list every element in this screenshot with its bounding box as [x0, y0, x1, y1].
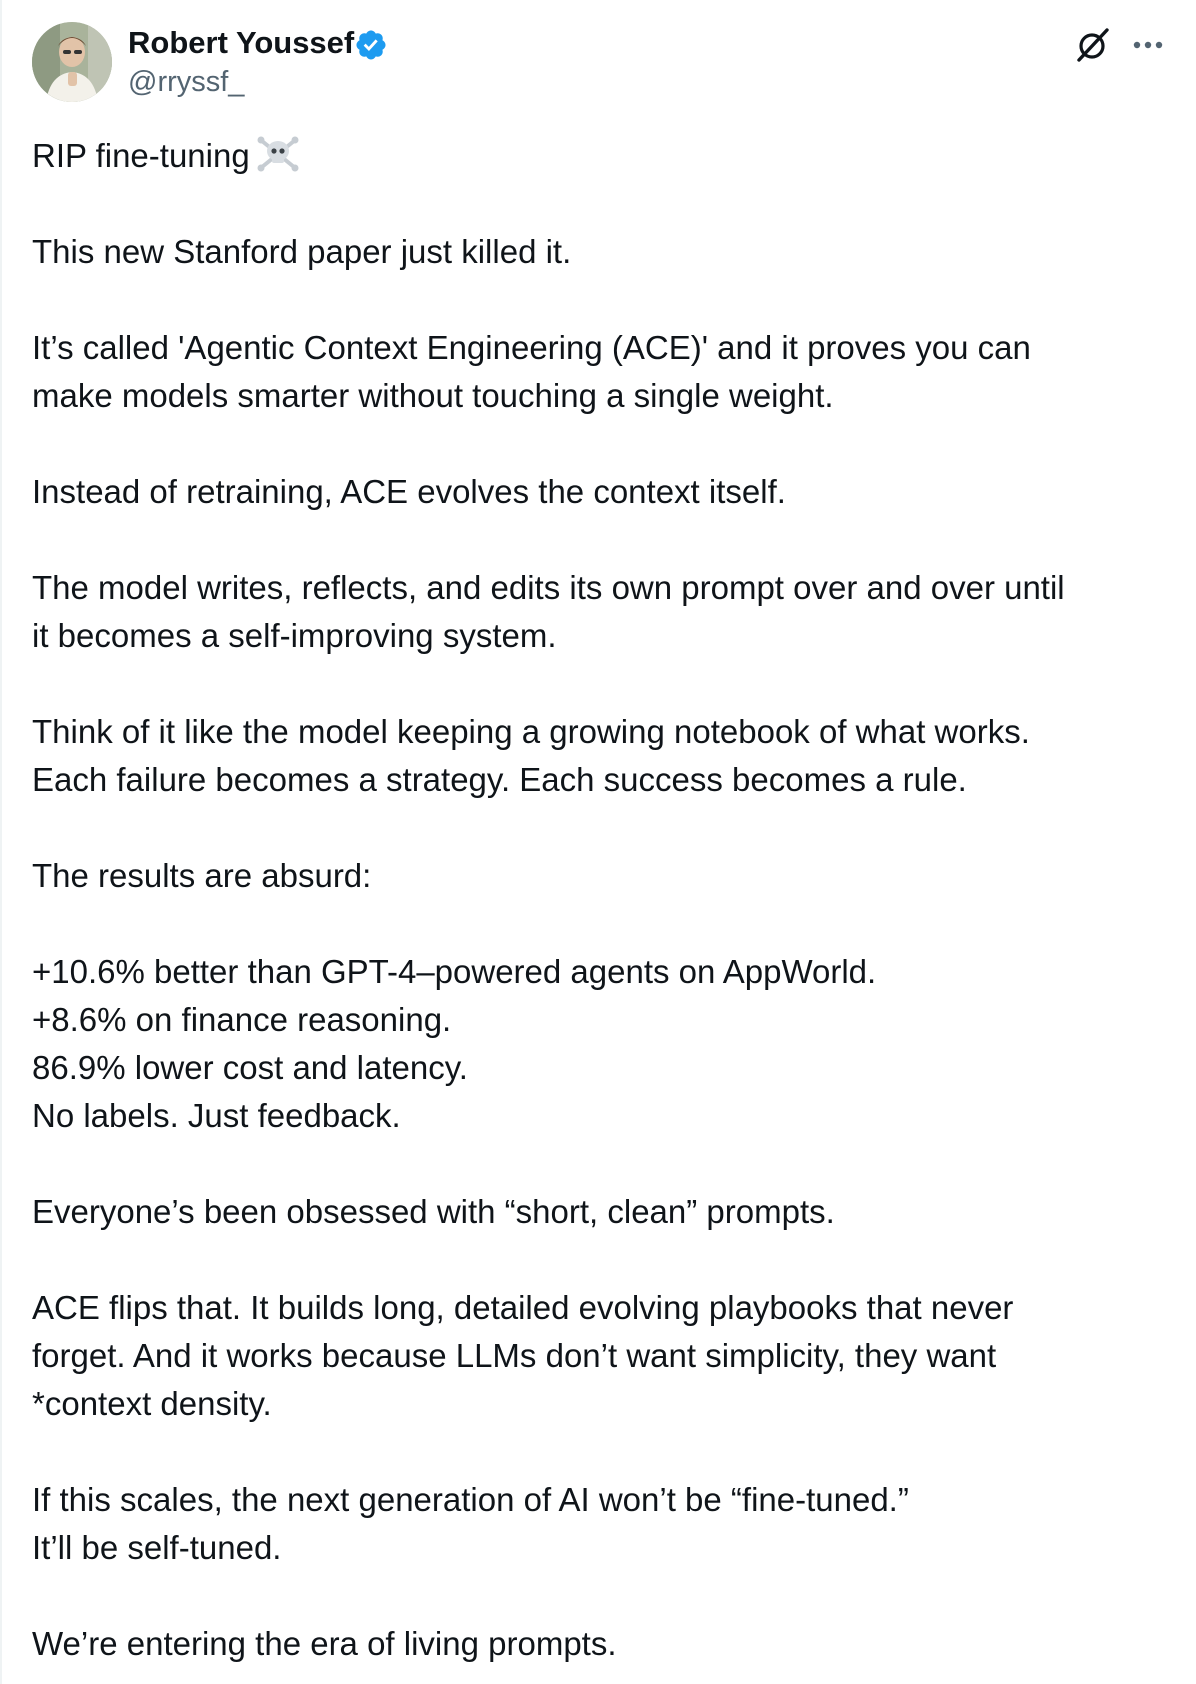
tweet-paragraph: The results are absurd:	[32, 857, 372, 894]
tweet-paragraph: If this scales, the next generation of AI won’t be “fine-tuned.” It’ll be self-tuned.	[32, 1481, 909, 1566]
tweet-paragraph: Instead of retraining, ACE evolves the context itself.	[32, 473, 786, 510]
tweet-first-line-text: RIP fine-tuning	[32, 137, 250, 174]
avatar-image	[32, 22, 112, 102]
tweet-text	[32, 132, 1172, 1668]
grok-icon[interactable]	[1074, 26, 1112, 64]
avatar[interactable]	[32, 22, 112, 102]
divider	[0, 0, 2, 1684]
verified-badge-icon	[354, 28, 388, 62]
author-handle[interactable]: @rryssf_	[128, 66, 245, 98]
tweet-paragraph: Think of it like the model keeping a growing notebook of what works. Each failure becomes a strategy. Each success becomes a rule.	[32, 713, 1030, 798]
tweet-paragraph: Everyone’s been obsessed with “short, clean” prompts.	[32, 1193, 835, 1230]
tweet-paragraph: This new Stanford paper just killed it.	[32, 233, 572, 270]
author-display-name[interactable]: Robert Youssef	[128, 25, 355, 60]
tweet-paragraph: ACE flips that. It builds long, detailed evolving playbooks that never forget. And it works because LLMs don’t want simplicity, they want *context density.	[32, 1289, 1014, 1422]
tweet-paragraph: We’re entering the era of living prompts.	[32, 1625, 617, 1662]
skull-crossbones-icon	[256, 133, 300, 173]
tweet-first-line	[32, 132, 1172, 180]
tweet-paragraph: It’s called 'Agentic Context Engineering (ACE)' and it proves you can make models smarter without touching a single weight.	[32, 329, 1031, 414]
more-horizontal-icon[interactable]	[1130, 30, 1166, 60]
tweet-paragraph: The model writes, reflects, and edits its own prompt over and over until it becomes a self-improving system.	[32, 569, 1065, 654]
tweet-paragraph: +10.6% better than GPT-4–powered agents on AppWorld. +8.6% on finance reasoning. 86.9% lower cost and latency. No labels. Just feedback.	[32, 953, 877, 1134]
